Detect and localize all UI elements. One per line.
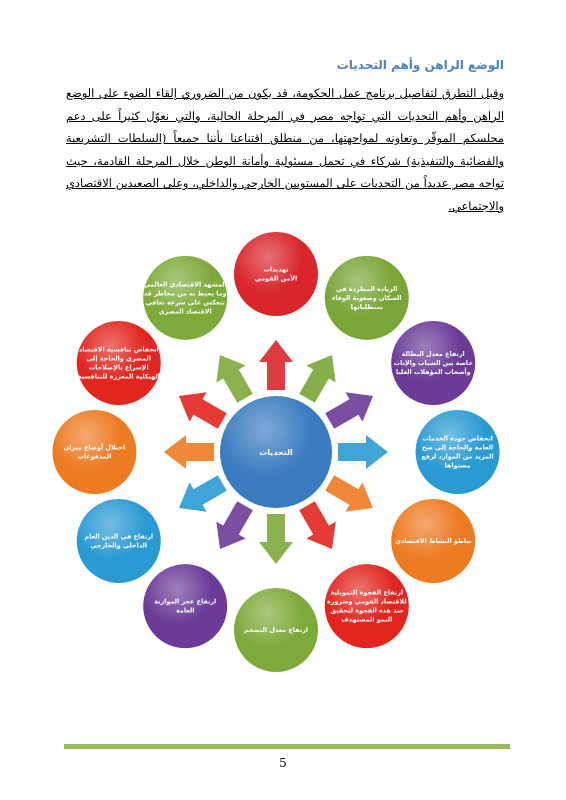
bubble-label-line: مستواها <box>444 461 471 470</box>
challenge-bubble-8 <box>143 564 227 648</box>
bubble-label-line: ارتفاع عجز الموازنة <box>154 597 217 606</box>
arrow-7 <box>259 514 293 564</box>
bubble-label-line: اختلال أوضاع ميزان <box>63 443 126 452</box>
center-label: التحديات <box>259 448 293 457</box>
bubble-label-line: وأصحاب المؤهلات العليا <box>395 368 471 376</box>
arrow-6 <box>292 497 346 557</box>
bubble-label-line: بمتطلباتها <box>350 302 383 311</box>
bubble-label-line: الزيادة المطردة في <box>335 284 398 293</box>
challenge-bubble-5 <box>391 499 475 583</box>
bubble-label-line: العامة والحاجة إلى ضخ <box>422 443 494 452</box>
challenges-diagram <box>40 230 520 690</box>
bubble-label-line: للاقتصاد القومي وضرورة <box>326 597 407 606</box>
arrow-1 <box>259 340 293 390</box>
bubble-label-line: السكان وصعوبة الوفاء <box>331 293 402 302</box>
bubble-label-line: الأمن القومي <box>254 274 298 283</box>
arrow-8 <box>205 497 259 557</box>
arrow-2 <box>292 347 346 407</box>
bubble-label-line: انخفاض تنافسية الاقتصاد <box>78 345 159 354</box>
arrow-9 <box>171 468 231 522</box>
challenge-bubble-9 <box>77 499 161 583</box>
bubble-label-line: وما يحيط به من مخاطر قد <box>143 289 227 298</box>
challenge-bubble-1 <box>234 232 318 316</box>
bubble-label-line: المشهد الاقتصادي العالمي <box>143 280 227 289</box>
challenge-bubble-11 <box>77 321 161 405</box>
bubble-label-line: النمو المستهدف <box>341 615 393 624</box>
bubble-label-line: تنعكس على سرعة تعافي <box>145 298 225 307</box>
bubble-label-line: خاصة بين الشباب والإناث <box>393 359 473 367</box>
challenge-bubble-7 <box>234 588 318 672</box>
bubble-label-line: المزيد من الموارد لرفع <box>421 452 494 461</box>
challenge-bubble-3 <box>391 321 475 405</box>
challenge-bubble-6 <box>325 564 409 648</box>
bubble-label-line: تباطؤ النشاط الاقتصادي <box>395 537 472 545</box>
arrow-3 <box>321 381 381 435</box>
challenge-bubble-12 <box>143 256 227 340</box>
arrow-12 <box>205 347 259 407</box>
bubble-label-line: سد هذه الفجوة لتحقيق <box>330 606 404 615</box>
bubble-label-line: العامة <box>176 606 195 615</box>
bubble-label-line: ارتفاع معدل البطالة <box>401 350 465 358</box>
arrow-11 <box>171 381 231 435</box>
challenge-bubble-10 <box>52 410 136 494</box>
arrow-10 <box>164 435 214 469</box>
footer-divider <box>64 744 510 749</box>
section-heading: الوضع الراهن وأهم التحديات <box>336 58 504 72</box>
challenge-bubble-2 <box>325 256 409 340</box>
bubble-label-line: المصري والحاجة إلى <box>86 354 152 363</box>
challenge-bubble-4 <box>416 410 500 494</box>
bubble-label-line: ارتفاع في الدين العام <box>84 532 154 541</box>
arrow-4 <box>338 435 388 469</box>
bubble-label-line: الإسراع بالإصلاحات <box>88 363 149 372</box>
bubble-label-line: الاقتصاد المصري <box>158 307 212 316</box>
intro-paragraph: وقبل التطرق لتفاصيل برنامج عمل الحكومة، قد يكون من الضروري إلقاء الضوء على الوضع الراهن وأهم التحديات التي تواجه مصر في المرحلة الحالية، والتي نعوّل كثيراً على دعم مجلسكم الموقّر وتعاونه لمواجهتها، من منطلق اقتناعنا بأننا جميعاً (السلطات التشريعية والقضائية والتنفيذية) شركاء في تحمل مسئولية وأمانة الوطن خلال المرحلة القادمة، حيث تواجه مصر عديداً من التحديات على المستويين الخارجي والداخلي، وعلى الصعيدين الاقتصادي والاجتماعي. <box>66 86 504 213</box>
bubble-label-line: الهيكلية المعززة للتنافسية <box>77 372 160 381</box>
bubble-label-line: تهديدات <box>263 265 289 274</box>
page-number: 5 <box>279 756 287 770</box>
bubble-label-line: انخفاض جودة الخدمات <box>422 434 493 443</box>
bubble-label-line: المدفوعات <box>77 452 112 461</box>
bubble-label-line: ارتفاع معدل التضخم <box>244 626 308 634</box>
arrow-5 <box>321 468 381 522</box>
center-node <box>220 396 332 508</box>
bubble-label-line: الداخلي والخارجي <box>90 541 148 550</box>
bubble-label-line: ارتفاع الفجوة التمويلية <box>330 588 404 597</box>
